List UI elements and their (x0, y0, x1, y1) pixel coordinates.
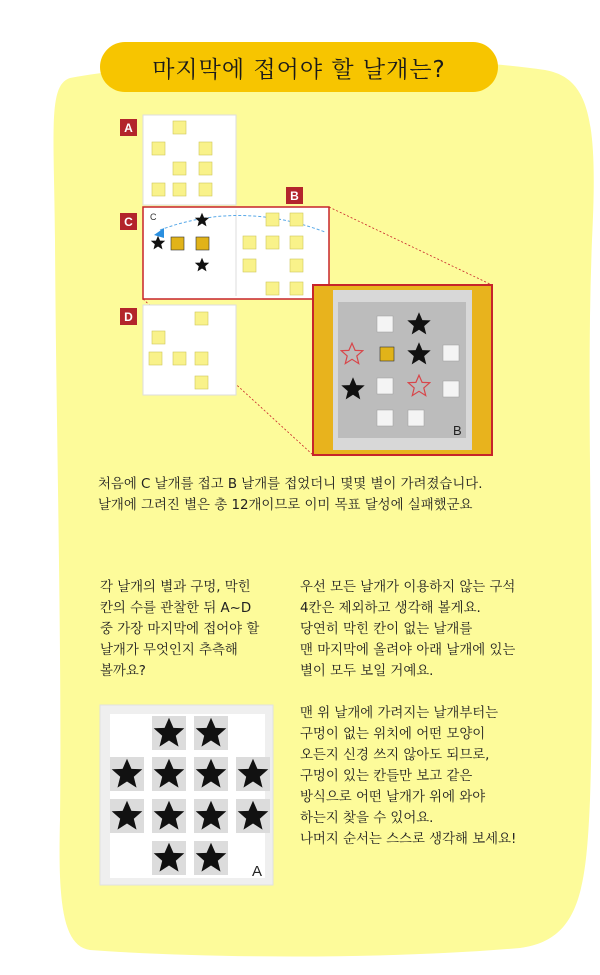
page-title: 마지막에 접어야 할 날개는? (100, 42, 498, 92)
wing-d-panel (143, 305, 236, 395)
zoom-b-label: B (453, 423, 462, 438)
curve-label-c: C (150, 212, 157, 222)
label-c: C (120, 213, 137, 230)
label-a: A (120, 119, 137, 136)
bottom-a-label: A (252, 863, 263, 880)
left-paragraph: 각 날개의 별과 구멍, 막힌 칸의 수를 관찰한 뒤 A~D 중 가장 마지막에 접어야 할 날개가 무엇인지 추측해 볼까요? (100, 580, 260, 679)
label-d: D (120, 308, 137, 325)
right-top-paragraph: 우선 모든 날개가 이용하지 않는 구석 4칸은 제외하고 생각해 볼게요. 당연히 막힌 칸이 없는 날개를 맨 마지막에 올려야 아래 날개에 있는 별이 모두 보일 거예요. (300, 580, 516, 679)
intro-paragraph: 처음에 C 날개를 접고 B 날개를 접었더니 몇몇 별이 가려졌습니다. 날개에 그려진 별은 총 12개이므로 이미 목표 달성에 실패했군요 (98, 477, 483, 513)
right-bottom-paragraph: 맨 위 날개에 가려지는 날개부터는 구멍이 없는 위치에 어떤 모양이 오든지 신경 쓰지 않아도 되므로, 구멍이 있는 칸들만 보고 같은 방식으로 어떤 날개가 위에 와야 하는지 찾을 수 있어요. 나머지 순서는 스스로 생각해 보세요! (300, 706, 517, 847)
label-b: B (286, 187, 303, 204)
